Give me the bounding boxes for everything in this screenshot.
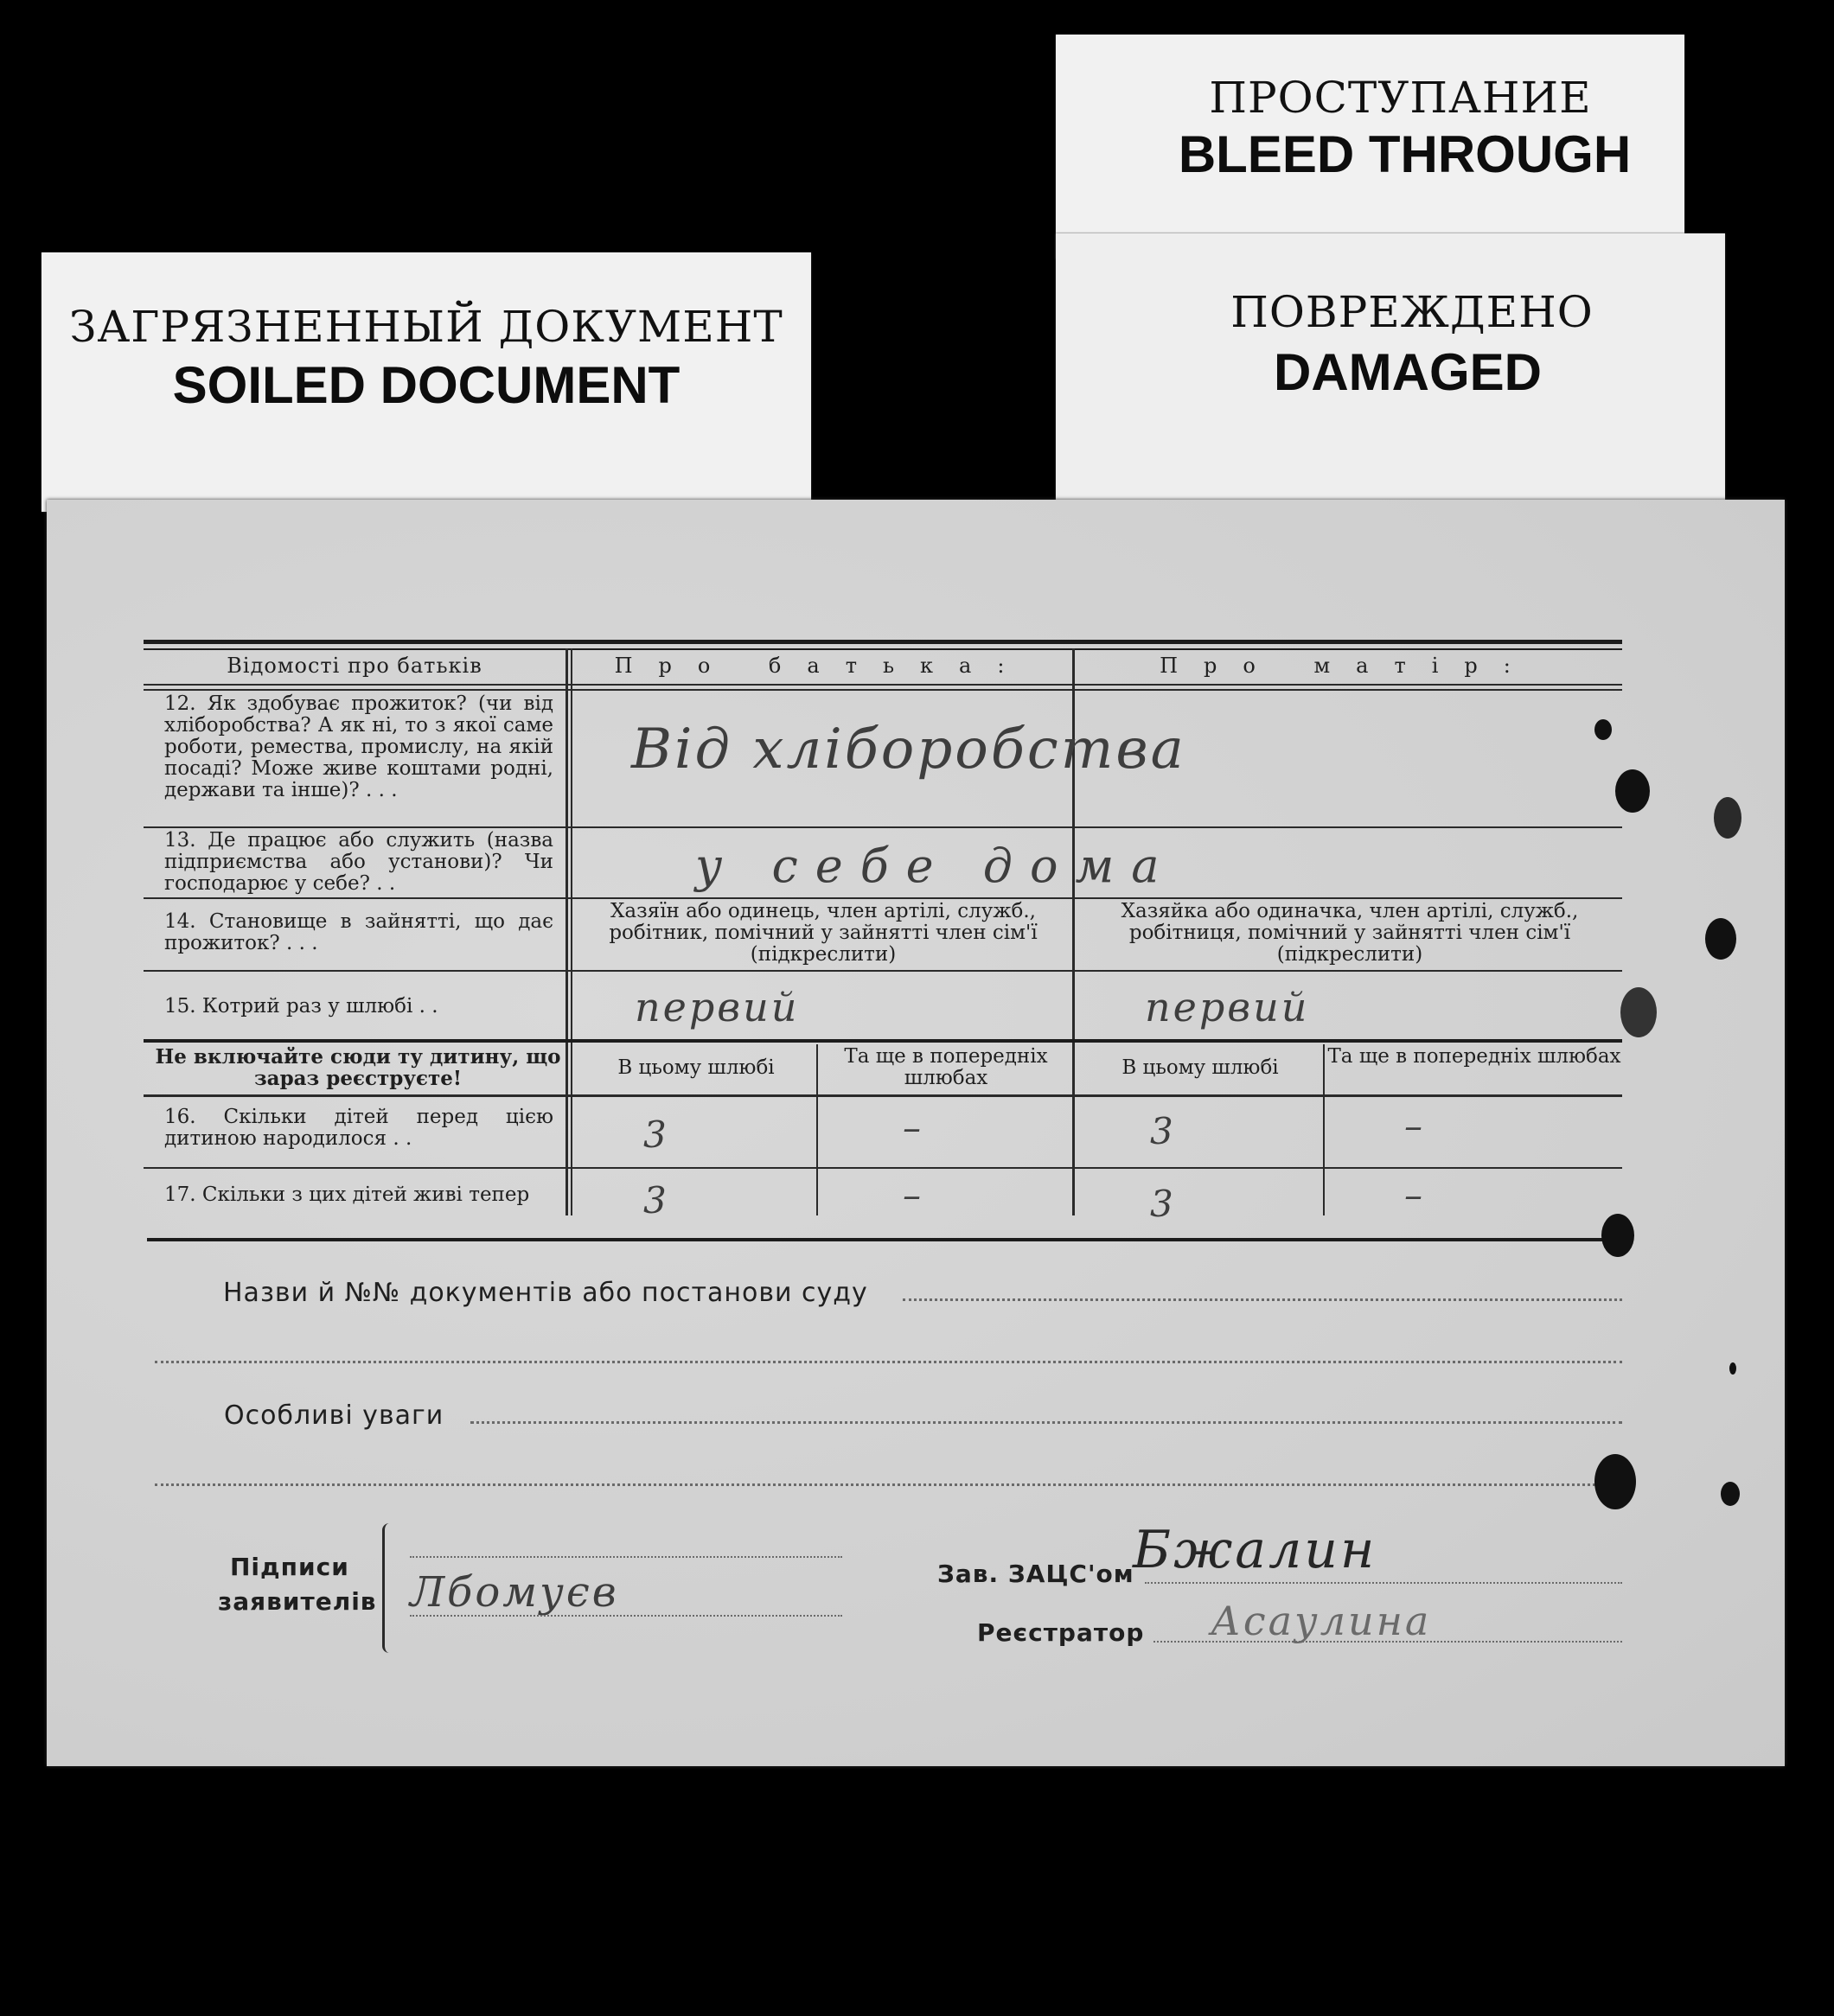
docs-dotted-line: [903, 1298, 1622, 1301]
top-rule: [144, 640, 1622, 644]
registration-card: [47, 500, 1785, 1766]
row12-value: Від хліборобства: [631, 718, 1186, 782]
soiled-document-tag: [42, 252, 811, 512]
notes-dotted-line-2: [155, 1483, 1622, 1486]
signatures-label-1: Підписи: [230, 1553, 349, 1581]
sig-line-1: [410, 1556, 842, 1558]
damage-hole: [1729, 1362, 1736, 1375]
head-label: Зав. ЗАЦС'ом: [937, 1560, 1134, 1588]
row16-father-prev: –: [903, 1107, 923, 1149]
docs-dotted-line-2: [155, 1361, 1622, 1363]
row16-father-this: 3: [643, 1113, 669, 1156]
row17-father-prev: –: [903, 1174, 923, 1216]
row16-mother-prev: –: [1404, 1105, 1425, 1147]
damage-hole: [1620, 987, 1657, 1037]
soiled-tag-en: SOILED DOCUMENT: [172, 356, 681, 414]
row17-mother-this: 3: [1150, 1183, 1176, 1225]
damage-hole: [1714, 797, 1741, 839]
soiled-tag-ru: ЗАГРЯЗНЕННЫЙ ДОКУМЕНТ: [69, 302, 783, 352]
col-divider-father-sub: [816, 1044, 818, 1215]
damage-hole: [1601, 1214, 1634, 1257]
row13-label: 13. Де працює або служить (назва підприємства або установи)? Чи господарює у себе? . .: [164, 829, 553, 895]
signatures-label-2: заявителів: [218, 1587, 377, 1616]
damaged-tag-en: DAMAGED: [1274, 343, 1542, 401]
row13-rule: [144, 897, 1622, 899]
signatures-brace: [382, 1523, 397, 1653]
table-bottom-rule: [147, 1238, 1622, 1241]
row15-label: 15. Котрий раз у шлюбі . .: [164, 995, 438, 1018]
top-rule-thin: [144, 648, 1622, 650]
notes-label: Особливі уваги: [224, 1400, 444, 1431]
mother-header: Про матір:: [1160, 654, 1537, 678]
col-divider-1: [566, 648, 568, 1215]
bleed-tag-en: BLEED THROUGH: [1178, 125, 1632, 183]
row12-rule: [144, 826, 1622, 828]
applicant-signature: Лбомуєв: [410, 1568, 619, 1617]
row16-rule: [144, 1167, 1622, 1169]
registrar-signature: Асаулина: [1211, 1598, 1432, 1644]
row12-label: 12. Як здобуває прожиток? (чи від хліборобства? А як ні, то з якої саме роботи, ремества, промислу, на якій посаді? Може живе коштами родні, держави та інше)? . . .: [164, 692, 553, 801]
damage-hole: [1615, 769, 1650, 813]
row13-value: у себе дома: [695, 839, 1177, 893]
mother-this-marriage-header: В цьому шлюбі: [1121, 1056, 1279, 1079]
row17-label: 17. Скільки з цих дітей живі тепер: [164, 1183, 530, 1206]
sub-rule: [144, 1094, 1622, 1097]
damage-hole: [1721, 1482, 1740, 1506]
head-sign-line: [1145, 1582, 1622, 1584]
row17-mother-prev: –: [1404, 1174, 1425, 1216]
row15-rule: [144, 1039, 1622, 1043]
mother-prev-marriages-header: Та ще в попередніх шлюбах: [1327, 1045, 1621, 1068]
father-header: Про батька:: [614, 654, 1031, 678]
row16-mother-this: 3: [1150, 1110, 1176, 1152]
sig-line-2: [410, 1615, 842, 1617]
docs-label: Назви й №№ документів або постанови суду: [223, 1278, 868, 1308]
row14-rule: [144, 970, 1622, 972]
notes-dotted-line: [470, 1421, 1622, 1424]
damaged-tag: [1056, 233, 1725, 510]
row15-mother: первий: [1145, 984, 1310, 1030]
col-divider-1b: [571, 648, 572, 1215]
damaged-tag-ru: ПОВРЕЖДЕНО: [1230, 287, 1594, 337]
row15-father: первий: [635, 984, 800, 1030]
header-rule: [144, 684, 1622, 686]
bleed-through-tag: [1056, 35, 1684, 259]
col-header: Відомості про батьків: [227, 654, 482, 678]
father-this-marriage-header: В цьому шлюбі: [617, 1056, 775, 1079]
col-divider-mother-sub: [1323, 1044, 1325, 1215]
bleed-tag-ru: ПРОСТУПАНИЕ: [1209, 73, 1592, 123]
row17-father-this: 3: [643, 1179, 669, 1222]
registrar-sign-line: [1153, 1641, 1622, 1643]
father-prev-marriages-header: Та ще в попередніх шлюбах: [844, 1045, 1048, 1089]
row16-label: 16. Скільки дітей перед цією дитиною народилося . .: [164, 1106, 553, 1150]
registrar-label: Реєстратор: [977, 1618, 1145, 1647]
row14-mother: Хазяйка або одиначка, член артілі, служб., робітниця, помічний у зайнятті член сім'ї (підкреслити): [1121, 900, 1579, 966]
sub-note: Не включайте сюди ту дитину, що зараз реєструєте!: [155, 1045, 561, 1090]
header-rule-2: [144, 689, 1622, 691]
damage-hole: [1705, 918, 1736, 960]
head-signature: Бжалин: [1133, 1520, 1377, 1580]
damage-hole: [1594, 719, 1612, 740]
row14-label: 14. Становище в зайнятті, що дає прожиток? . . .: [164, 910, 553, 954]
damage-hole: [1594, 1454, 1636, 1509]
row14-father: Хазяїн або одинець, член артілі, служб., робітник, помічний у зайнятті член сім'ї (підкреслити): [609, 900, 1038, 966]
